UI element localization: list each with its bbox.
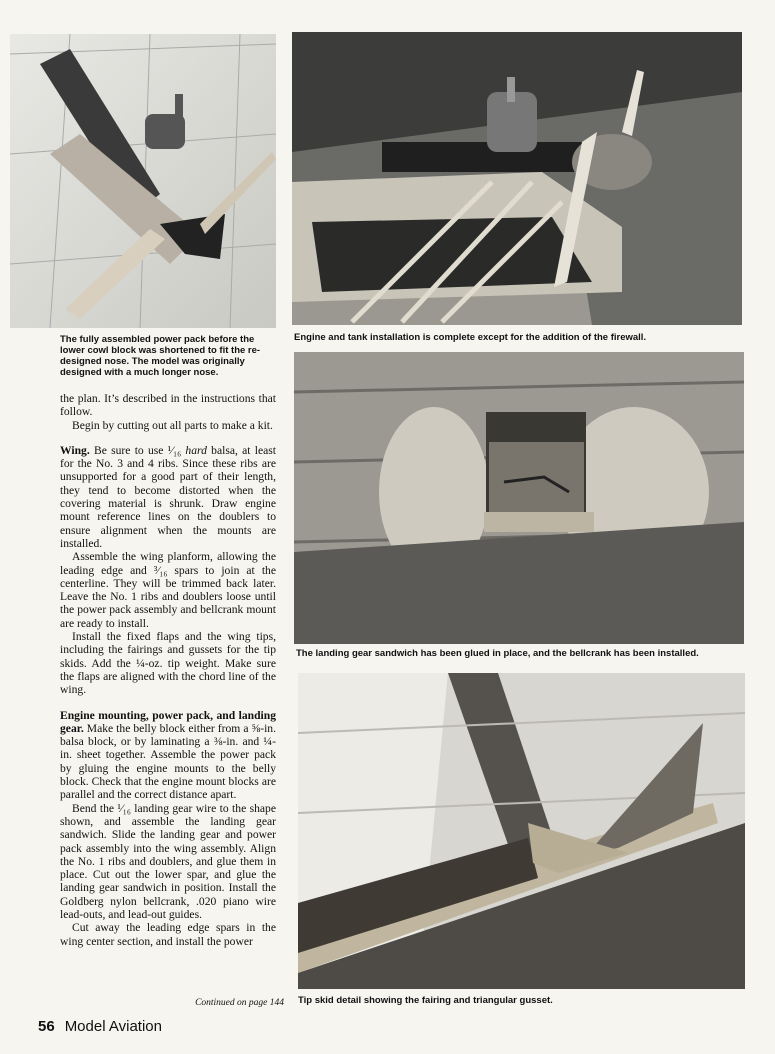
paragraph: Begin by cutting out all parts to make a kit. xyxy=(72,418,273,432)
caption-engine-tank: Engine and tank installation is complete except for the addition of the firewall. xyxy=(294,332,647,343)
engine-paragraph: Engine mounting, power pack, and landing gear. Make the belly block either from a ⅝-in. balsa block, or by laminating a ⅜-in. and ¼-in. sheet together. Assemble the power pack by gluing the engine mounts to the belly block. Check that the engine mount blocks are parallel and the correct distance apart. xyxy=(60,708,276,802)
section-heading-wing: Wing. xyxy=(60,443,90,457)
paragraph: Assemble the wing planform, allowing the leading edge and ³⁄₁₆ spars to join at the centerline. They will be trimmed back later. Leave the No. 1 ribs and doublers loose until the power pack assembly and bellcrank mount are ready to install. xyxy=(60,550,276,630)
photo-engine-tank xyxy=(292,32,742,325)
engine-tank-image xyxy=(292,32,742,325)
continued-note: Continued on page 144 xyxy=(195,998,284,1008)
article-body xyxy=(60,392,276,948)
photo-power-pack xyxy=(10,34,276,328)
caption-power-pack: The fully assembled power pack before the lower cowl block was shortened to fit the re-designed nose. The model was originally designed with a much longer nose. xyxy=(60,334,261,378)
photo-landing-gear xyxy=(294,352,744,644)
magazine-name: Model Aviation xyxy=(64,1018,162,1035)
photo-tip-skid xyxy=(298,673,745,989)
power-pack-image xyxy=(10,34,276,328)
wing-paragraph: Wing. Be sure to use ¹⁄₁₆ hard balsa, at least for the No. 3 and 4 ribs. Since these ribs are unsupported for a good part of their length, they tend to become distorted when the covering material is shrunk. Draw engine mount reference lines on the doublers to ensure alignment when the mounts are installed. xyxy=(60,443,276,550)
paragraph: Install the fixed flaps and the wing tips, including the fairings and gussets for the tip skids. Add the ¼-oz. tip weight. Make sure the flaps are aligned with the chord line of the wing. xyxy=(60,630,276,697)
caption-landing-gear: The landing gear sandwich has been glued in place, and the bellcrank has been installed. xyxy=(296,648,699,659)
page-number: 56 xyxy=(38,1018,55,1035)
paragraph: Bend the ¹⁄₁₆ landing gear wire to the shape shown, and assemble the landing gear sandwich. Slide the landing gear and power pack assembly into the wing assembly. Align the No. 1 ribs and doublers, and glue them in place. Cut out the lower spar, and glue the landing gear sandwich in position. Install the Goldberg nylon bellcrank, .020 piano wire lead-outs, and lead-out guides. xyxy=(60,801,276,921)
paragraph: Cut away the leading edge spars in the wing center section, and install the power xyxy=(60,921,276,948)
tip-skid-image xyxy=(298,673,745,989)
page-footer xyxy=(38,1018,162,1035)
caption-tip-skid: Tip skid detail showing the fairing and triangular gusset. xyxy=(298,995,553,1006)
paragraph: the plan. It’s described in the instructions that follow. xyxy=(60,392,276,419)
landing-gear-image xyxy=(294,352,744,644)
section-heading-engine: Engine mounting, power pack, and landing gear. xyxy=(60,708,276,735)
